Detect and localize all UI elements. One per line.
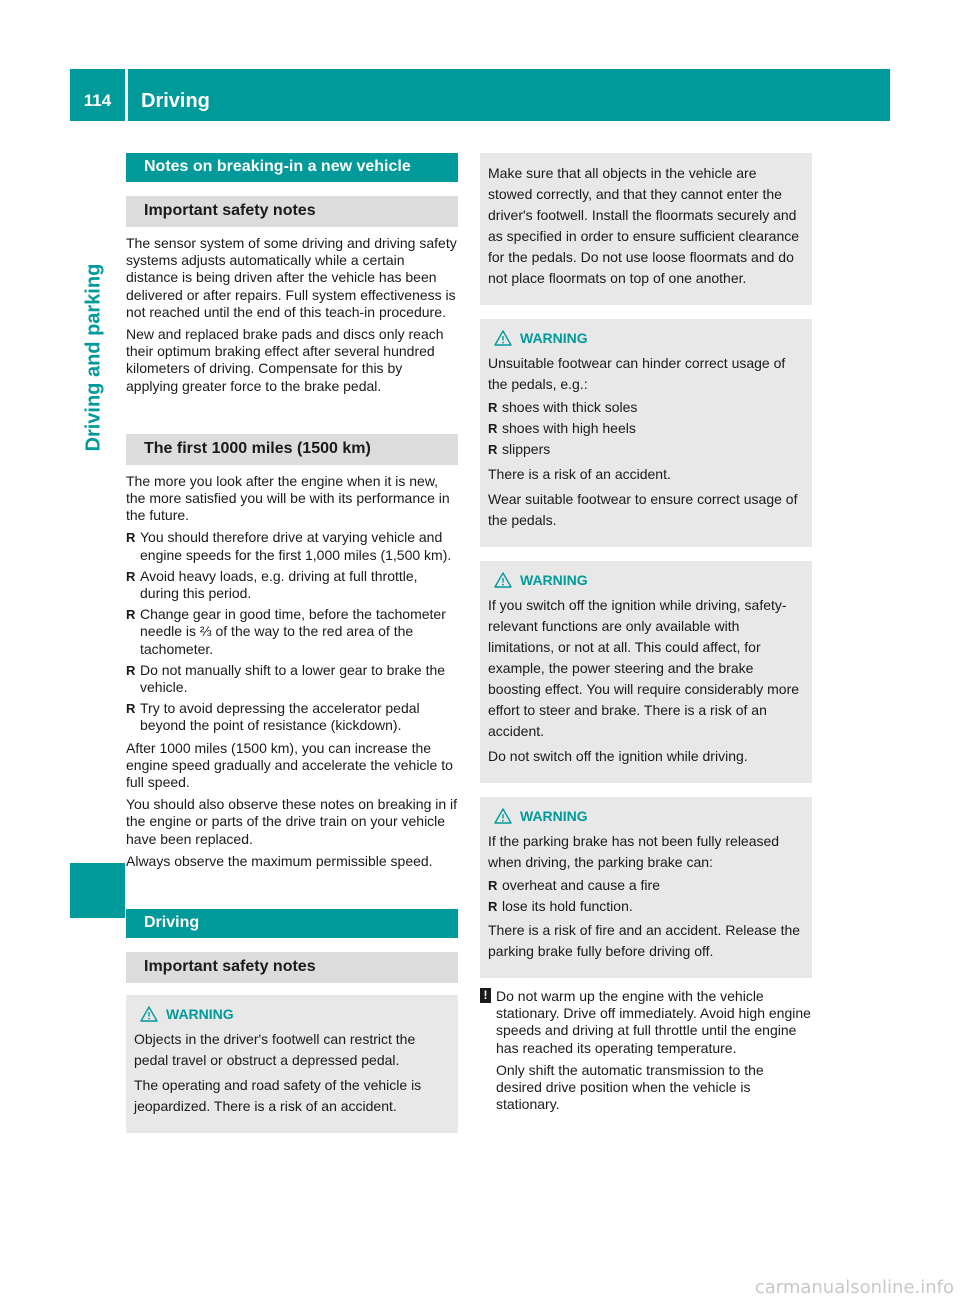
warning-heading: WARNING [494, 571, 804, 589]
paragraph: Only shift the automatic transmission to the desired drive position when the vehicle is stationary. [496, 1061, 764, 1113]
list-item: R Try to avoid depressing the accelerator pedal beyond the point of resistance (kickdown). [126, 700, 420, 734]
watermark: carmanualsonline.info [754, 1277, 954, 1298]
paragraph: Wear suitable footwear to ensure correct usage of the pedals. [488, 490, 798, 528]
bullet-icon: R [126, 662, 136, 678]
paragraph: Unsuitable footwear can hinder correct usage of the pedals, e.g.: [488, 355, 786, 392]
paragraph: You should also observe these notes on breaking in if the engine or parts of the drive train on your vehicle have been replaced. [126, 796, 458, 847]
subheading-first-1000-miles: The first 1000 miles (1500 km) [126, 434, 458, 465]
list-item: R shoes with thick soles [488, 399, 638, 415]
bullet-icon: R [126, 607, 136, 623]
warning-heading: WARNING [494, 807, 804, 825]
paragraph: There is a risk of an accident. [488, 465, 671, 482]
header-divider [125, 69, 128, 121]
side-tab-block [70, 863, 125, 918]
paragraph: If you switch off the ignition while driving, safety-relevant functions are only available with limitations, or not at all. This could affect, for example, the power steering and the brake boosting effect. You will require considerably more effort to steer and brake. There is a risk of an accident. [488, 596, 800, 739]
bullet-icon: R [126, 568, 136, 584]
paragraph: The more you look after the engine when it is new, the more satisfied you will be with its performance in the future. [126, 472, 450, 524]
left-column [126, 153, 458, 1133]
paragraph: New and replaced brake pads and discs only reach their optimum braking effect after several hundred kilometers of driving. Compensate for this by applying greater force to the brake pedal. [126, 326, 444, 394]
bullet-icon: R [488, 898, 498, 914]
warning-heading: WARNING [494, 329, 804, 347]
section-side-label: Driving and parking [82, 263, 105, 452]
bullet-icon: R [488, 400, 498, 415]
note [480, 988, 812, 1113]
warning-triangle-icon [494, 807, 512, 825]
warning-box [480, 797, 812, 978]
list-item: R lose its hold function. [488, 897, 633, 914]
paragraph: There is a risk of fire and an accident. Release the parking brake fully before driving off. [488, 922, 801, 960]
list-item: R Avoid heavy loads, e.g. driving at full throttle, during this period. [126, 567, 418, 602]
paragraph: Do not warm up the engine with the vehicle stationary. Drive off immediately. Avoid high engine speeds and driving at full throttle until the engine has reached its operating temperature. [496, 988, 811, 1056]
paragraph: Always observe the maximum permissible speed. [126, 852, 433, 869]
warning-box [480, 319, 812, 547]
bullet-icon: R [126, 701, 136, 717]
warning-triangle-icon [140, 1005, 158, 1023]
list-item: R You should therefore drive at varying vehicle and engine speeds for the first 1,000 miles (1,500 km). [126, 529, 452, 563]
right-column [480, 153, 812, 1118]
paragraph: Make sure that all objects in the vehicle are stowed correctly, and that they cannot enter the driver's footwell. Install the floormats securely and as specified in order to ensure sufficient clearance for the pedals. Do not use loose floormats and do not place floormats on top of one another. [488, 165, 800, 286]
list-item: R Change gear in good time, before the tachometer needle is ⅔ of the way to the red area of the tachometer. [126, 606, 446, 657]
warning-heading: WARNING [140, 1005, 450, 1023]
exclamation-icon: ! [480, 988, 491, 1003]
bullet-icon: R [488, 421, 498, 437]
subheading-safety-notes: Important safety notes [126, 196, 458, 227]
section-heading-driving: Driving [126, 909, 458, 938]
paragraph: Do not switch off the ignition while driving. [488, 747, 748, 764]
warning-triangle-icon [494, 329, 512, 347]
bullet-icon: R [488, 442, 498, 458]
bullet-list [488, 877, 804, 915]
paragraph: If the parking brake has not been fully released when driving, the parking brake can: [488, 832, 780, 870]
bullet-list [488, 399, 804, 459]
subheading-safety-notes: Important safety notes [126, 952, 458, 983]
paragraph: Objects in the driver's footwell can restrict the pedal travel or obstruct a depressed pedal. [134, 1031, 416, 1069]
paragraph: The sensor system of some driving and driving safety systems adjusts automatically while a certain distance is being driven after the vehicle has been delivered or after repairs. Full system effectiveness is not reached until the end of this teach-in procedure. [126, 235, 457, 320]
section-heading-breaking-in: Notes on breaking-in a new vehicle [126, 153, 458, 182]
bullet-icon: R [126, 530, 136, 546]
list-item: R overheat and cause a fire [488, 876, 660, 893]
bullet-list [126, 529, 458, 734]
list-item: R shoes with high heels [488, 420, 636, 437]
page-number: 114 [83, 91, 112, 110]
list-item: R Do not manually shift to a lower gear to brake the vehicle. [126, 661, 446, 696]
warning-box [126, 995, 458, 1133]
bullet-icon: R [488, 877, 498, 893]
paragraph: The operating and road safety of the vehicle is jeopardized. There is a risk of an accident. [134, 1077, 422, 1115]
warning-box-continued [480, 153, 812, 305]
warning-triangle-icon [494, 571, 512, 589]
paragraph: After 1000 miles (1500 km), you can increase the engine speed gradually and accelerate the vehicle to full speed. [126, 739, 453, 791]
warning-box [480, 561, 812, 783]
list-item: R slippers [488, 441, 551, 458]
chapter-title: Driving [141, 90, 210, 112]
